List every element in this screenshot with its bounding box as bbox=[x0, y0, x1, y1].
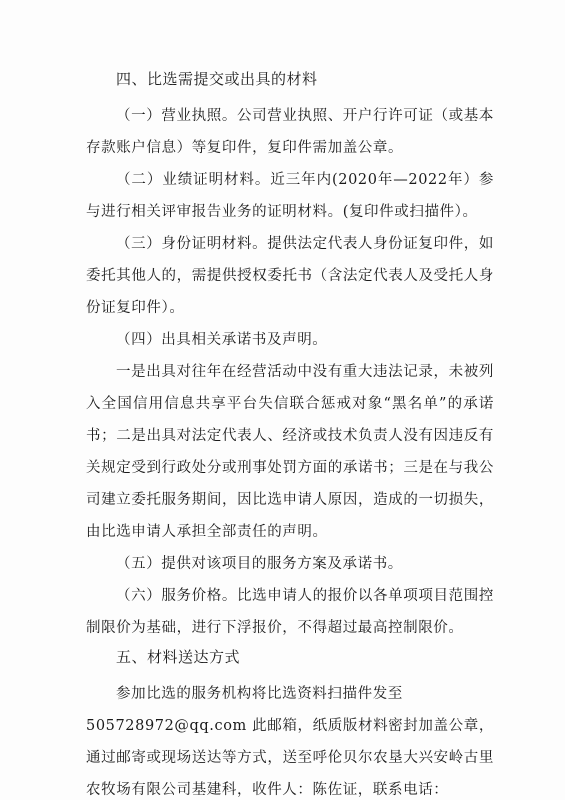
item-text-business-license: 公司营业执照、开户行许可证（或基本存款账户信息）等复印件，复印件需加盖公章。 bbox=[86, 108, 494, 156]
section-heading-materials: 四、比选需提交或出具的材料 bbox=[116, 70, 318, 88]
paragraph-performance-proof bbox=[86, 164, 494, 228]
paragraph-identity-proof bbox=[86, 228, 494, 324]
paragraph-commitment-detail: 一是出具对往年在经营活动中没有重大违法记录，未被列入全国信用信息共享平台失信联合惩戒对象“黑名单”的承诺书；二是出具对法定代表人、经济或技术负责人没有因违反有关规定受到行政处分或刑事处罚方面的承诺书；三是在与我公司建立委托服务期间，因比选申请人原因，造成的一切损失，由比选申请人承担全部责任的声明。 bbox=[86, 364, 494, 540]
item-label-identity-proof: （三）身份证明材料。 bbox=[116, 236, 268, 252]
item-label-service-plan: （五）提供对该项目的服务方案及承诺书。 bbox=[116, 556, 403, 572]
paragraph-service-price bbox=[86, 580, 494, 644]
item-text-service-price: 比选申请人的报价以各单项项目范围控制限价为基础，进行下浮报价，不得超过最高控制限价。 bbox=[86, 588, 494, 636]
item-text-identity-proof: 提供法定代表人身份证复印件，如委托其他人的，需提供授权委托书（含法定代表人及受托人身份证复印件）。 bbox=[86, 236, 495, 316]
item-label-business-license: （一）营业执照。 bbox=[116, 108, 237, 124]
item-label-performance-proof: （二）业绩证明材料。 bbox=[116, 172, 271, 188]
paragraph-delivery-intro: 参加比选的服务机构将比选资料扫描件发至 bbox=[116, 686, 403, 702]
item-label-commitment: （四）出具相关承诺书及声明。 bbox=[116, 332, 328, 348]
paragraph-business-license bbox=[86, 100, 494, 164]
document-body bbox=[86, 66, 494, 806]
item-text-performance-proof: 近三年内(2020年—2022年）参与进行相关评审报告业务的证明材料。(复印件或扫描件）。 bbox=[86, 172, 494, 220]
item-label-service-price: （六）服务价格。 bbox=[116, 588, 237, 604]
section-heading-delivery: 五、材料送达方式 bbox=[116, 648, 241, 666]
paragraph-service-plan bbox=[86, 548, 494, 580]
paragraph-commitment bbox=[86, 324, 494, 356]
paragraph-delivery-detail: 505728972@qq.com 此邮箱，纸质版材料密封加盖公章，通过邮寄或现场送达等方式，送至呼伦贝尔农垦大兴安岭古里农牧场有限公司基建科，收件人：陈佐证，联系电话： bbox=[86, 718, 494, 798]
